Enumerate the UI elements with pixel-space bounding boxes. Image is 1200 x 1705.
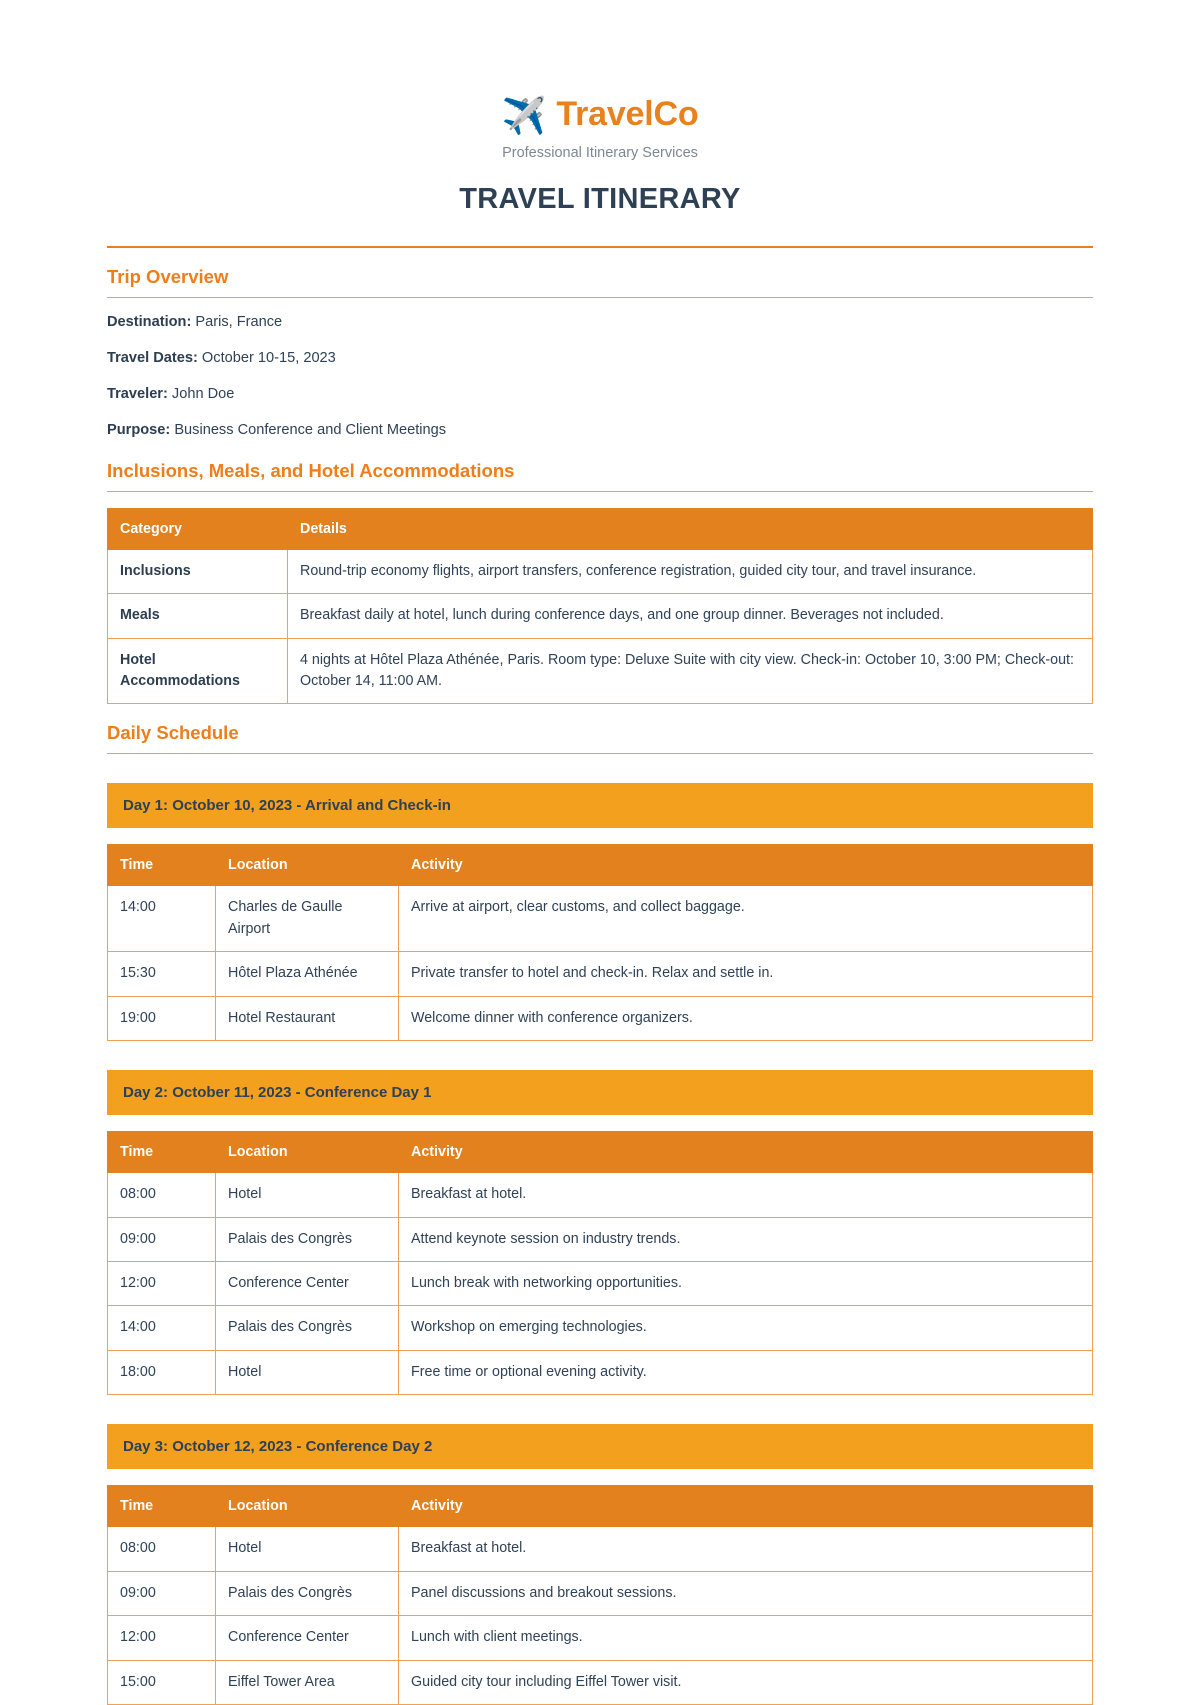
cell-activity: Free time or optional evening activity. (399, 1350, 1093, 1394)
table-header-row (108, 508, 1093, 549)
cell-category: Meals (108, 594, 288, 638)
column-header-location: Location (216, 1486, 399, 1527)
document-header (107, 0, 1093, 216)
column-header-activity: Activity (399, 845, 1093, 886)
table-row (108, 594, 1093, 638)
table-row (108, 1262, 1093, 1306)
day-banner: Day 2: October 11, 2023 - Conference Day 1 (107, 1070, 1093, 1115)
day-banner: Day 1: October 10, 2023 - Arrival and Check-in (107, 783, 1093, 828)
column-header-activity: Activity (399, 1486, 1093, 1527)
cell-activity: Breakfast at hotel. (399, 1173, 1093, 1217)
cell-time: 08:00 (108, 1173, 216, 1217)
cell-activity: Attend keynote session on industry trends. (399, 1217, 1093, 1261)
cell-time: 15:30 (108, 952, 216, 996)
cell-activity: Workshop on emerging technologies. (399, 1306, 1093, 1350)
column-header-time: Time (108, 1486, 216, 1527)
overview-value: John Doe (171, 386, 235, 403)
overview-label: Purpose: (107, 422, 171, 439)
schedule-table-day-3 (107, 1485, 1093, 1705)
cell-location: Hotel (216, 1527, 399, 1571)
cell-location: Palais des Congrès (216, 1217, 399, 1261)
section-divider (107, 491, 1093, 492)
table-row (108, 1527, 1093, 1571)
day-block-1 (107, 783, 1093, 1041)
cell-time: 19:00 (108, 996, 216, 1040)
brand-tagline: Professional Itinerary Services (502, 145, 698, 161)
schedule-table-day-2 (107, 1131, 1093, 1395)
overview-label: Travel Dates: (107, 350, 198, 367)
table-row (108, 1217, 1093, 1261)
cell-activity: Guided city tour including Eiffel Tower visit. (399, 1660, 1093, 1704)
cell-activity: Panel discussions and breakout sessions. (399, 1571, 1093, 1615)
day-banner: Day 3: October 12, 2023 - Conference Day 2 (107, 1424, 1093, 1469)
page-title: TRAVEL ITINERARY (459, 183, 741, 215)
brand-name: TravelCo (556, 95, 699, 133)
cell-activity: Arrive at airport, clear customs, and collect baggage. (399, 886, 1093, 952)
overview-field-purpose (107, 420, 1093, 441)
cell-category: Hotel Accommodations (108, 638, 288, 704)
table-row (108, 996, 1093, 1040)
cell-details: Breakfast daily at hotel, lunch during conference days, and one group dinner. Beverages not included. (288, 594, 1093, 638)
column-header-details: Details (288, 508, 1093, 549)
overview-label: Traveler: (107, 386, 168, 403)
table-row (108, 1616, 1093, 1660)
table-row (108, 1306, 1093, 1350)
cell-location: Palais des Congrès (216, 1306, 399, 1350)
table-row (108, 1660, 1093, 1704)
column-header-category: Category (108, 508, 288, 549)
cell-activity: Lunch with client meetings. (399, 1616, 1093, 1660)
cell-location: Palais des Congrès (216, 1571, 399, 1615)
cell-location: Eiffel Tower Area (216, 1660, 399, 1704)
cell-details: Round-trip economy flights, airport transfers, conference registration, guided city tour, and travel insurance. (288, 549, 1093, 593)
column-header-location: Location (216, 845, 399, 886)
cell-details: 4 nights at Hôtel Plaza Athénée, Paris. Room type: Deluxe Suite with city view. Check-in: October 10, 3:00 PM; Check-out: October 14, 11:00 AM. (288, 638, 1093, 704)
column-header-time: Time (108, 845, 216, 886)
cell-location: Hotel (216, 1173, 399, 1217)
cell-time: 18:00 (108, 1350, 216, 1394)
cell-activity: Private transfer to hotel and check-in. Relax and settle in. (399, 952, 1093, 996)
table-row (108, 638, 1093, 704)
cell-location: Hotel (216, 1350, 399, 1394)
column-header-time: Time (108, 1132, 216, 1173)
table-header-row (108, 1132, 1093, 1173)
cell-time: 08:00 (108, 1527, 216, 1571)
table-row (108, 549, 1093, 593)
table-header-row (108, 1486, 1093, 1527)
table-row (108, 952, 1093, 996)
day-block-3 (107, 1424, 1093, 1705)
day-block-2 (107, 1070, 1093, 1395)
overview-field-travel-dates (107, 348, 1093, 369)
overview-field-traveler (107, 384, 1093, 405)
cell-time: 12:00 (108, 1262, 216, 1306)
table-row (108, 886, 1093, 952)
table-header-row (108, 845, 1093, 886)
cell-category: Inclusions (108, 549, 288, 593)
section-divider (107, 753, 1093, 754)
trip-overview-list (107, 312, 1093, 442)
cell-time: 09:00 (108, 1217, 216, 1261)
cell-location: Charles de Gaulle Airport (216, 886, 399, 952)
section-heading-inclusions: Inclusions, Meals, and Hotel Accommodations (107, 459, 515, 481)
cell-location: Hotel Restaurant (216, 996, 399, 1040)
column-header-location: Location (216, 1132, 399, 1173)
cell-time: 14:00 (108, 1306, 216, 1350)
cell-location: Conference Center (216, 1616, 399, 1660)
cell-time: 12:00 (108, 1616, 216, 1660)
cell-time: 09:00 (108, 1571, 216, 1615)
cell-time: 14:00 (108, 886, 216, 952)
cell-location: Conference Center (216, 1262, 399, 1306)
overview-value: Business Conference and Client Meetings (174, 422, 447, 439)
table-row (108, 1350, 1093, 1394)
brand-logo (107, 95, 1093, 134)
table-row (108, 1571, 1093, 1615)
cell-activity: Lunch break with networking opportunities. (399, 1262, 1093, 1306)
overview-field-destination (107, 312, 1093, 333)
overview-value: October 10-15, 2023 (201, 350, 336, 367)
cell-activity: Welcome dinner with conference organizers. (399, 996, 1093, 1040)
column-header-activity: Activity (399, 1132, 1093, 1173)
overview-value: Paris, France (195, 314, 283, 330)
section-heading-trip-overview: Trip Overview (107, 266, 229, 287)
table-row (108, 1173, 1093, 1217)
schedule-table-day-1 (107, 844, 1093, 1041)
section-heading-daily-schedule: Daily Schedule (107, 722, 239, 744)
airplane-icon: ✈️ (501, 94, 547, 136)
cell-time: 15:00 (108, 1660, 216, 1704)
inclusions-table (107, 508, 1093, 705)
cell-activity: Breakfast at hotel. (399, 1527, 1093, 1571)
section-divider (107, 297, 1093, 298)
cell-location: Hôtel Plaza Athénée (216, 952, 399, 996)
header-divider (107, 246, 1093, 248)
overview-label: Destination: (107, 314, 192, 330)
